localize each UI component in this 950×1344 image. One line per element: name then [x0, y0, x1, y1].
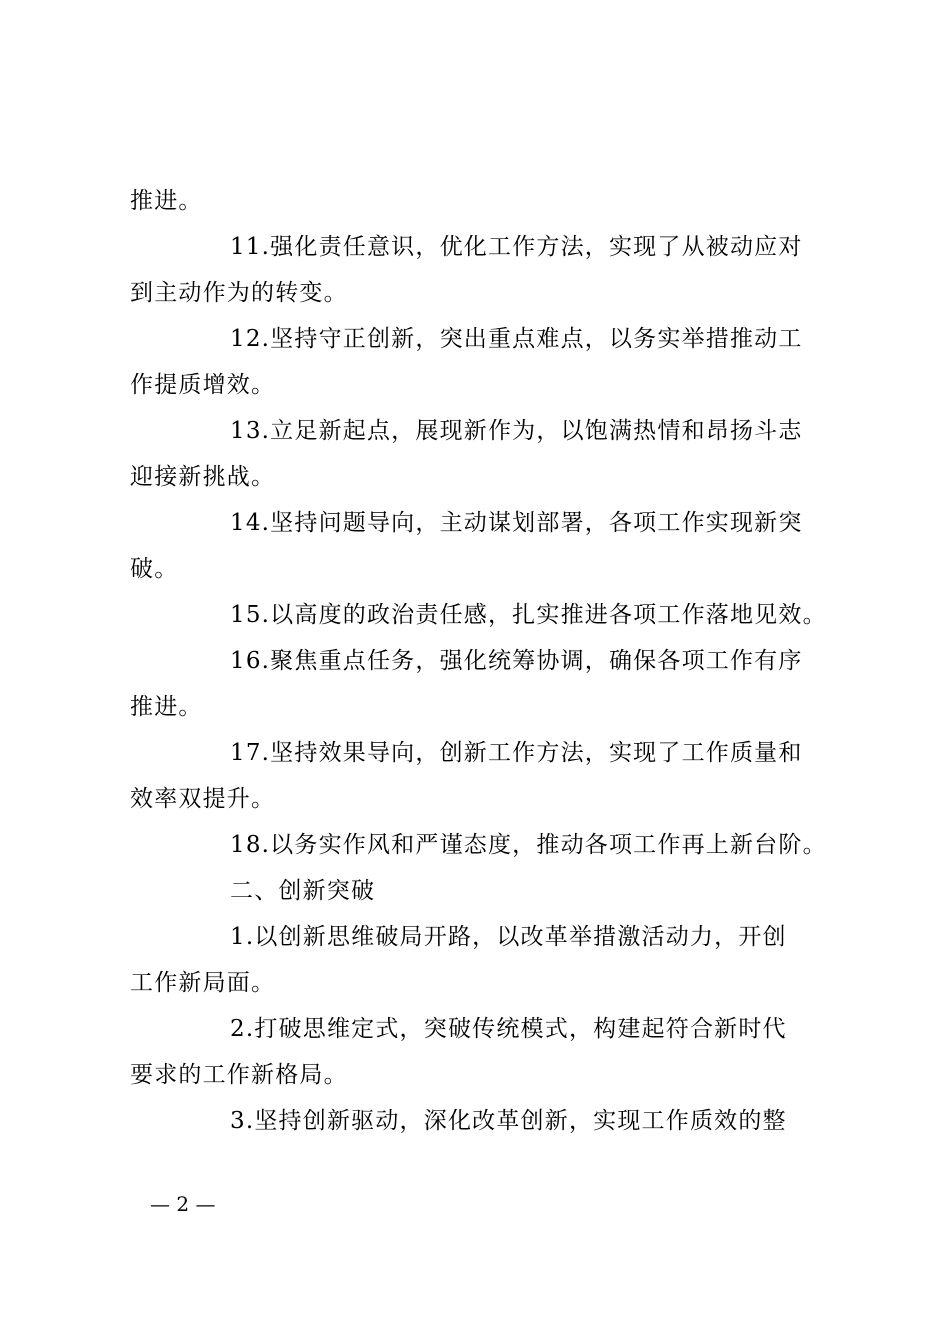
text-line: 16.聚焦重点任务，强化统筹协调，确保各项工作有序 [230, 648, 803, 674]
section-heading: 二、创新突破 [230, 878, 376, 904]
text-line: 推进。 [130, 694, 203, 720]
text-line: 2.打破思维定式，突破传统模式，构建起符合新时代 [230, 1016, 787, 1042]
text-line: 3.坚持创新驱动，深化改革创新，实现工作质效的整 [230, 1108, 787, 1134]
text-line: 17.坚持效果导向，创新工作方法，实现了工作质量和 [230, 740, 803, 766]
text-line: 13.立足新起点，展现新作为，以饱满热情和昂扬斗志 [230, 418, 803, 444]
text-line: 18.以务实作风和严谨态度，推动各项工作再上新台阶。 [230, 832, 827, 858]
text-line: 迎接新挑战。 [130, 464, 276, 490]
page-number: — 2 — [150, 1192, 216, 1216]
text-line: 15.以高度的政治责任感，扎实推进各项工作落地见效。 [230, 602, 827, 628]
text-line: 推进。 [130, 188, 203, 214]
text-line: 破。 [130, 556, 179, 582]
text-line: 效率双提升。 [130, 786, 276, 812]
text-line: 14.坚持问题导向，主动谋划部署，各项工作实现新突 [230, 510, 803, 536]
text-line: 11.强化责任意识，优化工作方法，实现了从被动应对 [230, 234, 803, 260]
text-line: 要求的工作新格局。 [130, 1062, 348, 1088]
text-line: 到主动作为的转变。 [130, 280, 348, 306]
text-line: 工作新局面。 [130, 970, 276, 996]
text-line: 1.以创新思维破局开路，以改革举措激活动力，开创 [230, 924, 787, 950]
text-line: 作提质增效。 [130, 372, 276, 398]
text-line: 12.坚持守正创新，突出重点难点，以务实举措推动工 [230, 326, 803, 352]
